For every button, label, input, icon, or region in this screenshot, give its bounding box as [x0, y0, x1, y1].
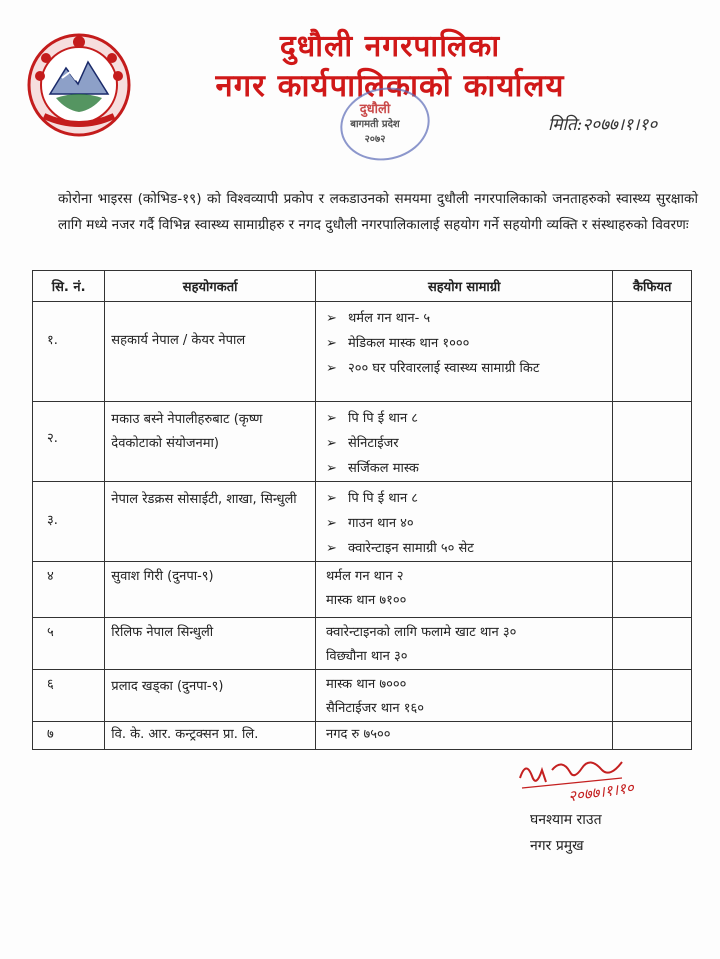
- list-item: ➢ गाउन थान ४०: [348, 511, 606, 536]
- row-sn: ५: [33, 618, 105, 670]
- row-items: [315, 562, 612, 618]
- list-item: ➢ थर्मल गन थान- ५: [348, 306, 606, 331]
- row-donor: सहकार्य नेपाल / केयर नेपाल: [105, 302, 316, 402]
- row-donor: प्रलाद खड्का (दुनपा-९): [105, 670, 316, 722]
- row-remark: [613, 562, 692, 618]
- row-sn: ७: [33, 722, 105, 750]
- item-line: मास्क थान ७१००: [325, 593, 407, 608]
- office-title: नगर कार्यपालिकाको कार्यालय: [215, 68, 565, 104]
- table-row: [33, 618, 692, 670]
- row-sn: ६: [33, 670, 105, 722]
- row-sn: २.: [33, 402, 105, 482]
- list-item: ➢ मेडिकल मास्क थान १०००: [348, 331, 606, 356]
- header-remark: कैफियत: [613, 271, 692, 302]
- list-item: ➢ सर्जिकल मास्क: [348, 456, 606, 481]
- header-items: सहयोग सामाग्री: [315, 271, 612, 302]
- row-items: [315, 402, 612, 482]
- list-item: ➢ क्वारेन्टाइन सामाग्री ५० सेट: [348, 536, 606, 561]
- row-donor: मकाउ बस्ने नेपालीहरुबाट (कृष्ण देवकोटाको संयोजनमा): [105, 402, 316, 482]
- row-items: [315, 670, 612, 722]
- item-line: क्वारेन्टाइनको लागि फलामे खाट थान ३०: [325, 625, 517, 640]
- stamp-line2: बागमती प्रदेश: [350, 119, 400, 130]
- row-items: [315, 302, 612, 402]
- row-items: [315, 618, 612, 670]
- document-date: मिति:२०७७।१।१०: [548, 115, 658, 135]
- signatory-name: घनश्याम राउत: [530, 812, 602, 828]
- list-item: ➢ पि पि ई थान ८: [348, 406, 606, 431]
- list-item: ➢ सेनिटाईजर: [348, 431, 606, 456]
- intro-paragraph: कोरोना भाइरस (कोभिड-१९) को विश्वव्यापी प्रकोप र लकडाउनको समयमा दुधौली नगरपालिकाको जनताहरुको स्वास्थ्य सुरक्षाको लागि मध्ये नजर गर्दै विभिन्न स्वास्थ्य सामाग्रीहरु र नगद दुधौली नगरपालिकालाई सहयोग गर्ने सहयोगी व्यक्ति र संस्थाहरुको विवरणः: [58, 191, 698, 233]
- list-item: ➢ २०० घर परिवारलाई स्वास्थ्य सामाग्री किट: [348, 356, 606, 381]
- row-sn: ३.: [33, 482, 105, 562]
- nepal-emblem-logo: [26, 32, 132, 138]
- item-line: विछ्यौना थान ३०: [325, 649, 408, 664]
- signature-date: २०७७।१।१०: [567, 778, 635, 806]
- row-sn: १.: [33, 302, 105, 402]
- table-row: [33, 562, 692, 618]
- table-row: [33, 482, 692, 562]
- row-donor: वि. के. आर. कन्ट्रक्सन प्रा. लि.: [105, 722, 316, 750]
- stamp-line3: २०७२: [364, 134, 386, 145]
- row-remark: [613, 722, 692, 750]
- table-row: [33, 302, 692, 402]
- table-row: [33, 402, 692, 482]
- stamp-text: [300, 102, 450, 147]
- table-row: [33, 722, 692, 750]
- table-header-row: [33, 271, 692, 302]
- item-line: नगद रु ७५००: [325, 727, 391, 742]
- row-items: [315, 482, 612, 562]
- row-remark: [613, 402, 692, 482]
- list-item: ➢ पि पि ई थान ८: [348, 486, 606, 511]
- row-remark: [613, 482, 692, 562]
- header-donor: सहयोगकर्ता: [105, 271, 316, 302]
- table-row: [33, 670, 692, 722]
- stamp-line1: दुधौली: [359, 102, 391, 117]
- header-sn: सि. नं.: [33, 271, 105, 302]
- municipality-title: दुधौली नगरपालिका: [279, 29, 501, 64]
- item-line: सैनिटाईजर थान १६०: [325, 701, 425, 716]
- donation-table: [32, 270, 692, 750]
- item-line: मास्क थान ७०००: [325, 677, 407, 692]
- row-remark: [613, 670, 692, 722]
- row-sn: ४: [33, 562, 105, 618]
- row-items: [315, 722, 612, 750]
- row-donor: सुवाश गिरी (दुनपा-९): [105, 562, 316, 618]
- row-remark: [613, 302, 692, 402]
- row-remark: [613, 618, 692, 670]
- signatory-role: नगर प्रमुख: [530, 838, 584, 854]
- row-donor: नेपाल रेडक्रस सोसाईटी, शाखा, सिन्धुली: [105, 482, 316, 562]
- item-line: थर्मल गन थान २: [325, 569, 404, 584]
- row-donor: रिलिफ नेपाल सिन्धुली: [105, 618, 316, 670]
